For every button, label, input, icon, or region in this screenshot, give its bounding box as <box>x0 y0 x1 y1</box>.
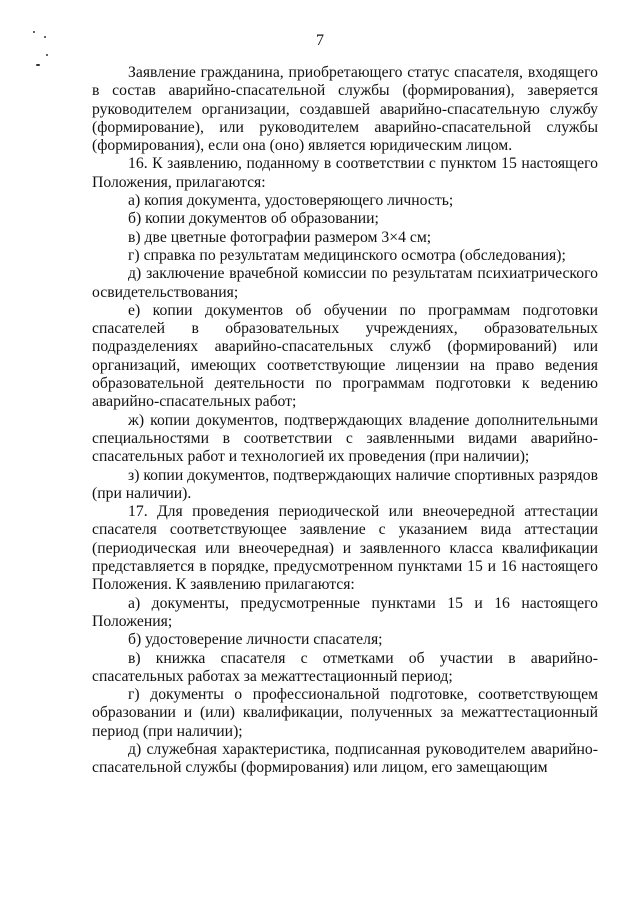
list-item-16zh: ж) копии документов, подтверждающих владение дополнительными специальностями в соответствии с заявленными видами аварийно-спасательных работ и технологией их проведения (при наличии); <box>92 411 598 466</box>
scan-artifact <box>46 54 48 56</box>
scan-artifact <box>36 64 40 66</box>
list-item-16g: г) справка по результатам медицинского осмотра (обследования); <box>128 246 566 264</box>
list-item-16b: б) копии документов об образовании; <box>128 210 379 228</box>
list-item-17g: г) документы о профессиональной подготовке, соответствующем образовании и (или) квалификации, полученных за межаттестационный период (при наличии); <box>92 686 598 740</box>
list-item-16e: е) копии документов об обучении по программам подготовки спасателей в образовательных учреждениях, образовательных подразделениях аварийно-спасательных служб (формирований) или организаций, имеющих соответствующие лицензии на право ведения образовательной деятельности по программам подготовки к ведению аварийно-спасательных работ; <box>92 301 598 411</box>
paragraph-application-certification: Заявление гражданина, приобретающего статус спасателя, входящего в состав аварийно-спасательной службы (формирования), заверяется руководителем организации, создавшей аварийно-спасательную службу (формирование), или руководителем аварийно-спасательной службы (формирования), если она (оно) является юридическим лицом. <box>92 64 598 155</box>
paragraph-item-16: 16. К заявлению, поданному в соответствии с пунктом 15 настоящего Положения, прилагаются: <box>92 155 598 191</box>
page-number: 7 <box>316 32 324 49</box>
list-item-17a: а) документы, предусмотренные пунктами 15 и 16 настоящего Положения; <box>92 594 598 630</box>
list-item-16z: з) копии документов, подтверждающих наличие спортивных разрядов (при наличии). <box>92 466 598 502</box>
list-item-16a: а) копия документа, удостоверяющего личность; <box>128 192 454 210</box>
paragraph-item-17: 17. Для проведения периодической или внеочередной аттестации спасателя соответствующее заявление с указанием вида аттестации (периодическая или внеочередная) и заявленного класса квалификации представляется в порядке, предусмотренном пунктами 15 и 16 настоящего Положения. К заявлению прилагаются: <box>92 503 598 594</box>
list-item-17d: д) служебная характеристика, подписанная руководителем аварийно-спасательной службы (формирования) или лицом, его замещающим <box>92 740 598 777</box>
list-item-16d: д) заключение врачебной комиссии по результатам психиатрического освидетельствования; <box>92 265 598 301</box>
list-item-17v: в) книжка спасателя с отметками об участии в аварийно-спасательных работах за межаттестационный период; <box>92 649 598 685</box>
list-item-16v: в) две цветные фотографии размером 3×4 см; <box>128 228 432 246</box>
document-body <box>92 64 598 778</box>
list-item-17b: б) удостоверение личности спасателя; <box>128 631 383 649</box>
